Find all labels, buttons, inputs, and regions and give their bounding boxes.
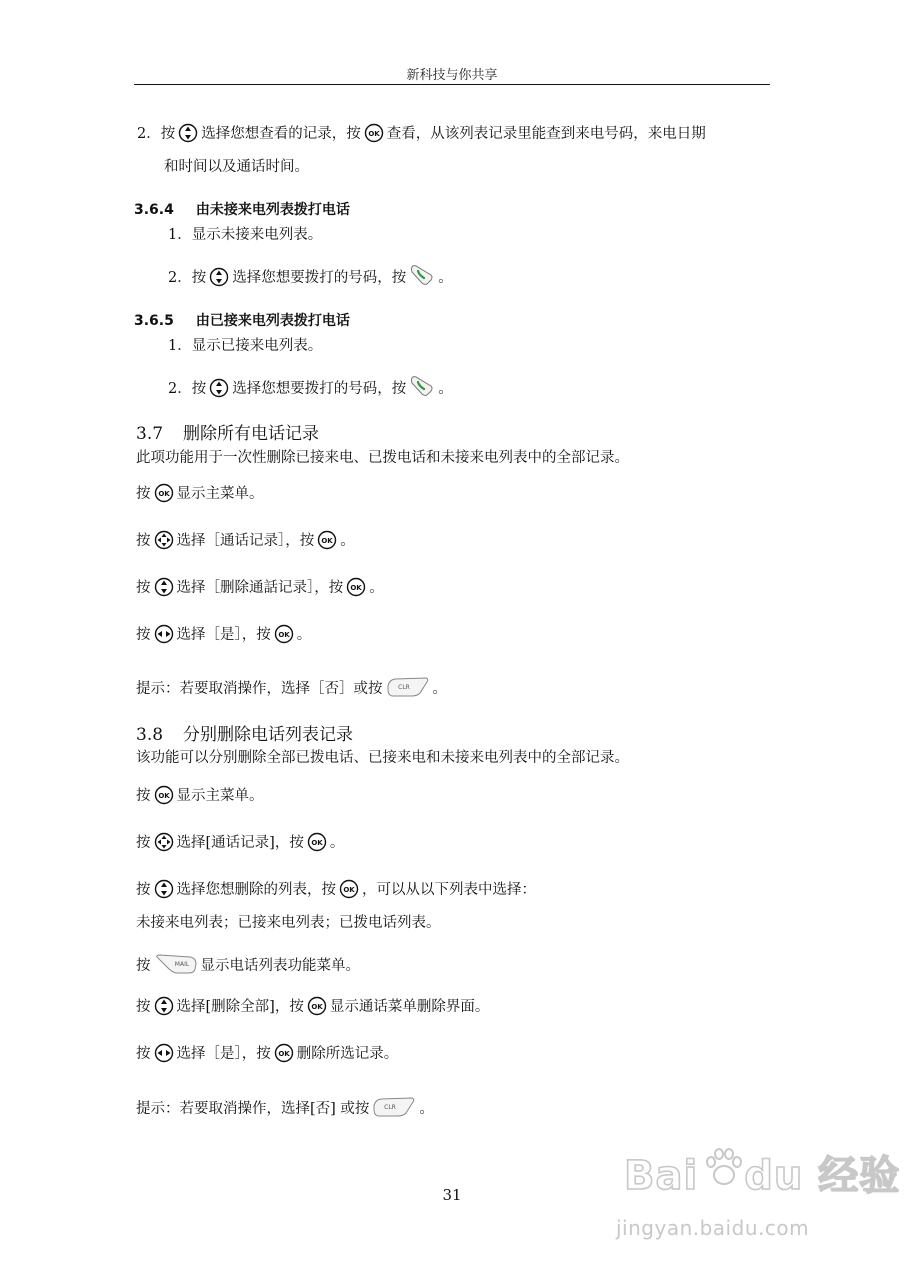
list-item <box>168 263 453 294</box>
step-text: 。 <box>438 270 453 286</box>
list-item: 1．显示未接来电列表。 <box>168 227 323 243</box>
section-number: 3.7 <box>136 424 164 444</box>
page-number: 31 <box>442 1186 462 1204</box>
updown-nav-icon <box>209 267 229 294</box>
step-text: 选择[删除全部]，按 <box>176 999 304 1015</box>
svg-text:OK: OK <box>311 1003 323 1011</box>
svg-text:CLR: CLR <box>397 684 410 691</box>
ok-key-icon <box>154 483 174 510</box>
watermark-url: jingyan.baidu.com <box>616 1216 810 1240</box>
step-text: 2．按 <box>168 381 207 397</box>
header-divider <box>134 84 770 85</box>
step-text: 显示主菜单。 <box>176 788 264 804</box>
svg-text:OK: OK <box>278 631 290 639</box>
step-text: 显示电话列表功能菜单。 <box>200 958 360 974</box>
svg-text:CLR: CLR <box>384 1104 397 1111</box>
step-text: 查看，从该列表记录里能查到来电号码，来电日期 <box>386 126 706 142</box>
paw-icon <box>702 1146 746 1190</box>
list-options: 未接来电列表；已接来电列表；已拨电话列表。 <box>136 915 441 931</box>
step-text: 按 <box>136 1046 151 1062</box>
four-way-nav-icon <box>154 832 174 859</box>
step-text: 。 <box>296 627 312 643</box>
ok-key-icon <box>346 577 366 604</box>
step-text: 。 <box>329 835 345 851</box>
step-text: 按 <box>136 882 151 898</box>
tip-text: 。 <box>419 1101 434 1117</box>
section-heading-3-6-4 <box>134 199 350 219</box>
section-title: 由未接来电列表拨打电话 <box>195 202 350 218</box>
instruction-line <box>136 953 360 982</box>
section-heading-3-6-5 <box>134 310 350 330</box>
four-way-nav-icon <box>154 530 174 557</box>
step-text: 选择［是］，按 <box>176 627 271 643</box>
step-text: 删除所选记录。 <box>296 1046 399 1062</box>
step-text: 选择［通话记录］，按 <box>176 533 315 549</box>
call-key-icon <box>409 263 435 294</box>
step-text: 。 <box>369 580 384 596</box>
section-number: 3.6.4 <box>134 202 174 218</box>
instruction-line <box>136 530 355 557</box>
section-number: 3.6.5 <box>134 313 174 329</box>
updown-nav-icon <box>209 378 229 405</box>
updown-nav-icon <box>154 577 174 604</box>
instruction-line <box>136 879 536 906</box>
step-text: ，可以从以下列表中选择： <box>362 882 536 898</box>
ok-key-icon <box>274 624 294 651</box>
svg-text:MAIL: MAIL <box>174 961 189 968</box>
instruction-line <box>136 483 264 510</box>
svg-text:OK: OK <box>278 1050 290 1058</box>
list-item <box>168 374 453 405</box>
ok-key-icon <box>339 879 359 906</box>
watermark <box>616 1140 901 1260</box>
instruction-line <box>136 785 264 812</box>
tip-line <box>136 1096 434 1125</box>
svg-text:OK: OK <box>343 886 355 894</box>
svg-text:OK: OK <box>157 490 170 498</box>
svg-text:OK: OK <box>350 584 362 592</box>
step-text: 选择您想要拨打的号码，按 <box>232 270 407 286</box>
leftright-nav-icon <box>154 624 174 651</box>
ok-key-icon <box>364 123 384 150</box>
section-number: 3.8 <box>136 725 164 745</box>
step-text: 按 <box>136 627 151 643</box>
step-text: 。 <box>340 533 355 549</box>
instruction-line <box>136 832 344 859</box>
leftright-nav-icon <box>154 1043 174 1070</box>
updown-nav-icon <box>178 123 198 150</box>
ok-key-icon <box>307 996 327 1023</box>
step-text: 选择[通话记录]，按 <box>176 835 304 851</box>
ok-key-icon <box>317 530 337 557</box>
tip-line <box>136 676 447 705</box>
tip-text: 。 <box>432 681 447 697</box>
svg-text:OK: OK <box>321 537 333 545</box>
step-text: 选择［删除通話记录］，按 <box>176 580 344 596</box>
step-text: 2．按 <box>168 270 207 286</box>
step-text: 选择［是］，按 <box>176 1046 271 1062</box>
instruction-line <box>136 996 489 1023</box>
step-text: 按 <box>136 533 151 549</box>
watermark-logo: Bai du 经验 <box>624 1153 901 1199</box>
step-line-continued: 和时间以及通话时间。 <box>164 159 309 175</box>
step-text: 按 <box>136 788 151 804</box>
list-item: 1．显示已接来电列表。 <box>168 338 323 354</box>
updown-nav-icon <box>154 879 174 906</box>
clr-key-icon <box>372 1096 416 1125</box>
instruction-line <box>136 577 384 604</box>
section-description: 该功能可以分别删除全部已拨电话、已接来电和未接来电列表中的全部记录。 <box>136 750 629 766</box>
step-text: 选择您想查看的记录，按 <box>201 126 361 142</box>
section-description: 此项功能用于一次性删除已接来电、已拨电话和未接来电列表中的全部记录。 <box>136 450 629 466</box>
instruction-line <box>136 1043 398 1070</box>
step-text: 选择您想要拨打的号码，按 <box>232 381 407 397</box>
instruction-line <box>136 624 311 651</box>
tip-text: 提示：若要取消操作，选择［否］或按 <box>136 681 383 697</box>
section-title: 分别删除电话列表记录 <box>183 725 354 745</box>
section-heading-3-8 <box>136 720 353 745</box>
step-text: 显示主菜单。 <box>176 486 264 502</box>
ok-key-icon <box>307 832 327 859</box>
svg-text:OK: OK <box>311 839 323 847</box>
page-header: 新科技与你共享 <box>406 68 498 83</box>
ok-key-icon <box>274 1043 294 1070</box>
step-text: 按 <box>136 580 151 596</box>
tip-text: 提示：若要取消操作，选择[否] 或按 <box>136 1101 370 1117</box>
step-text: 。 <box>438 381 453 397</box>
section-title: 删除所有电话记录 <box>183 424 320 444</box>
section-heading-3-7 <box>136 419 319 444</box>
svg-text:OK: OK <box>157 792 170 800</box>
ok-key-icon <box>154 785 174 812</box>
step-text: 按 <box>136 835 151 851</box>
clr-key-icon <box>386 676 430 705</box>
step-line <box>137 123 706 150</box>
step-text: 按 <box>136 486 151 502</box>
step-text: 按 <box>136 999 151 1015</box>
mail-key-icon <box>154 953 198 982</box>
step-text: 显示通话菜单删除界面。 <box>329 999 490 1015</box>
step-text: 2．按 <box>137 126 176 142</box>
call-key-icon <box>409 374 435 405</box>
svg-text:OK: OK <box>368 130 380 138</box>
step-text: 选择您想删除的列表，按 <box>176 882 336 898</box>
section-title: 由已接来电列表拨打电话 <box>195 313 350 329</box>
step-text: 按 <box>136 958 151 974</box>
updown-nav-icon <box>154 996 174 1023</box>
